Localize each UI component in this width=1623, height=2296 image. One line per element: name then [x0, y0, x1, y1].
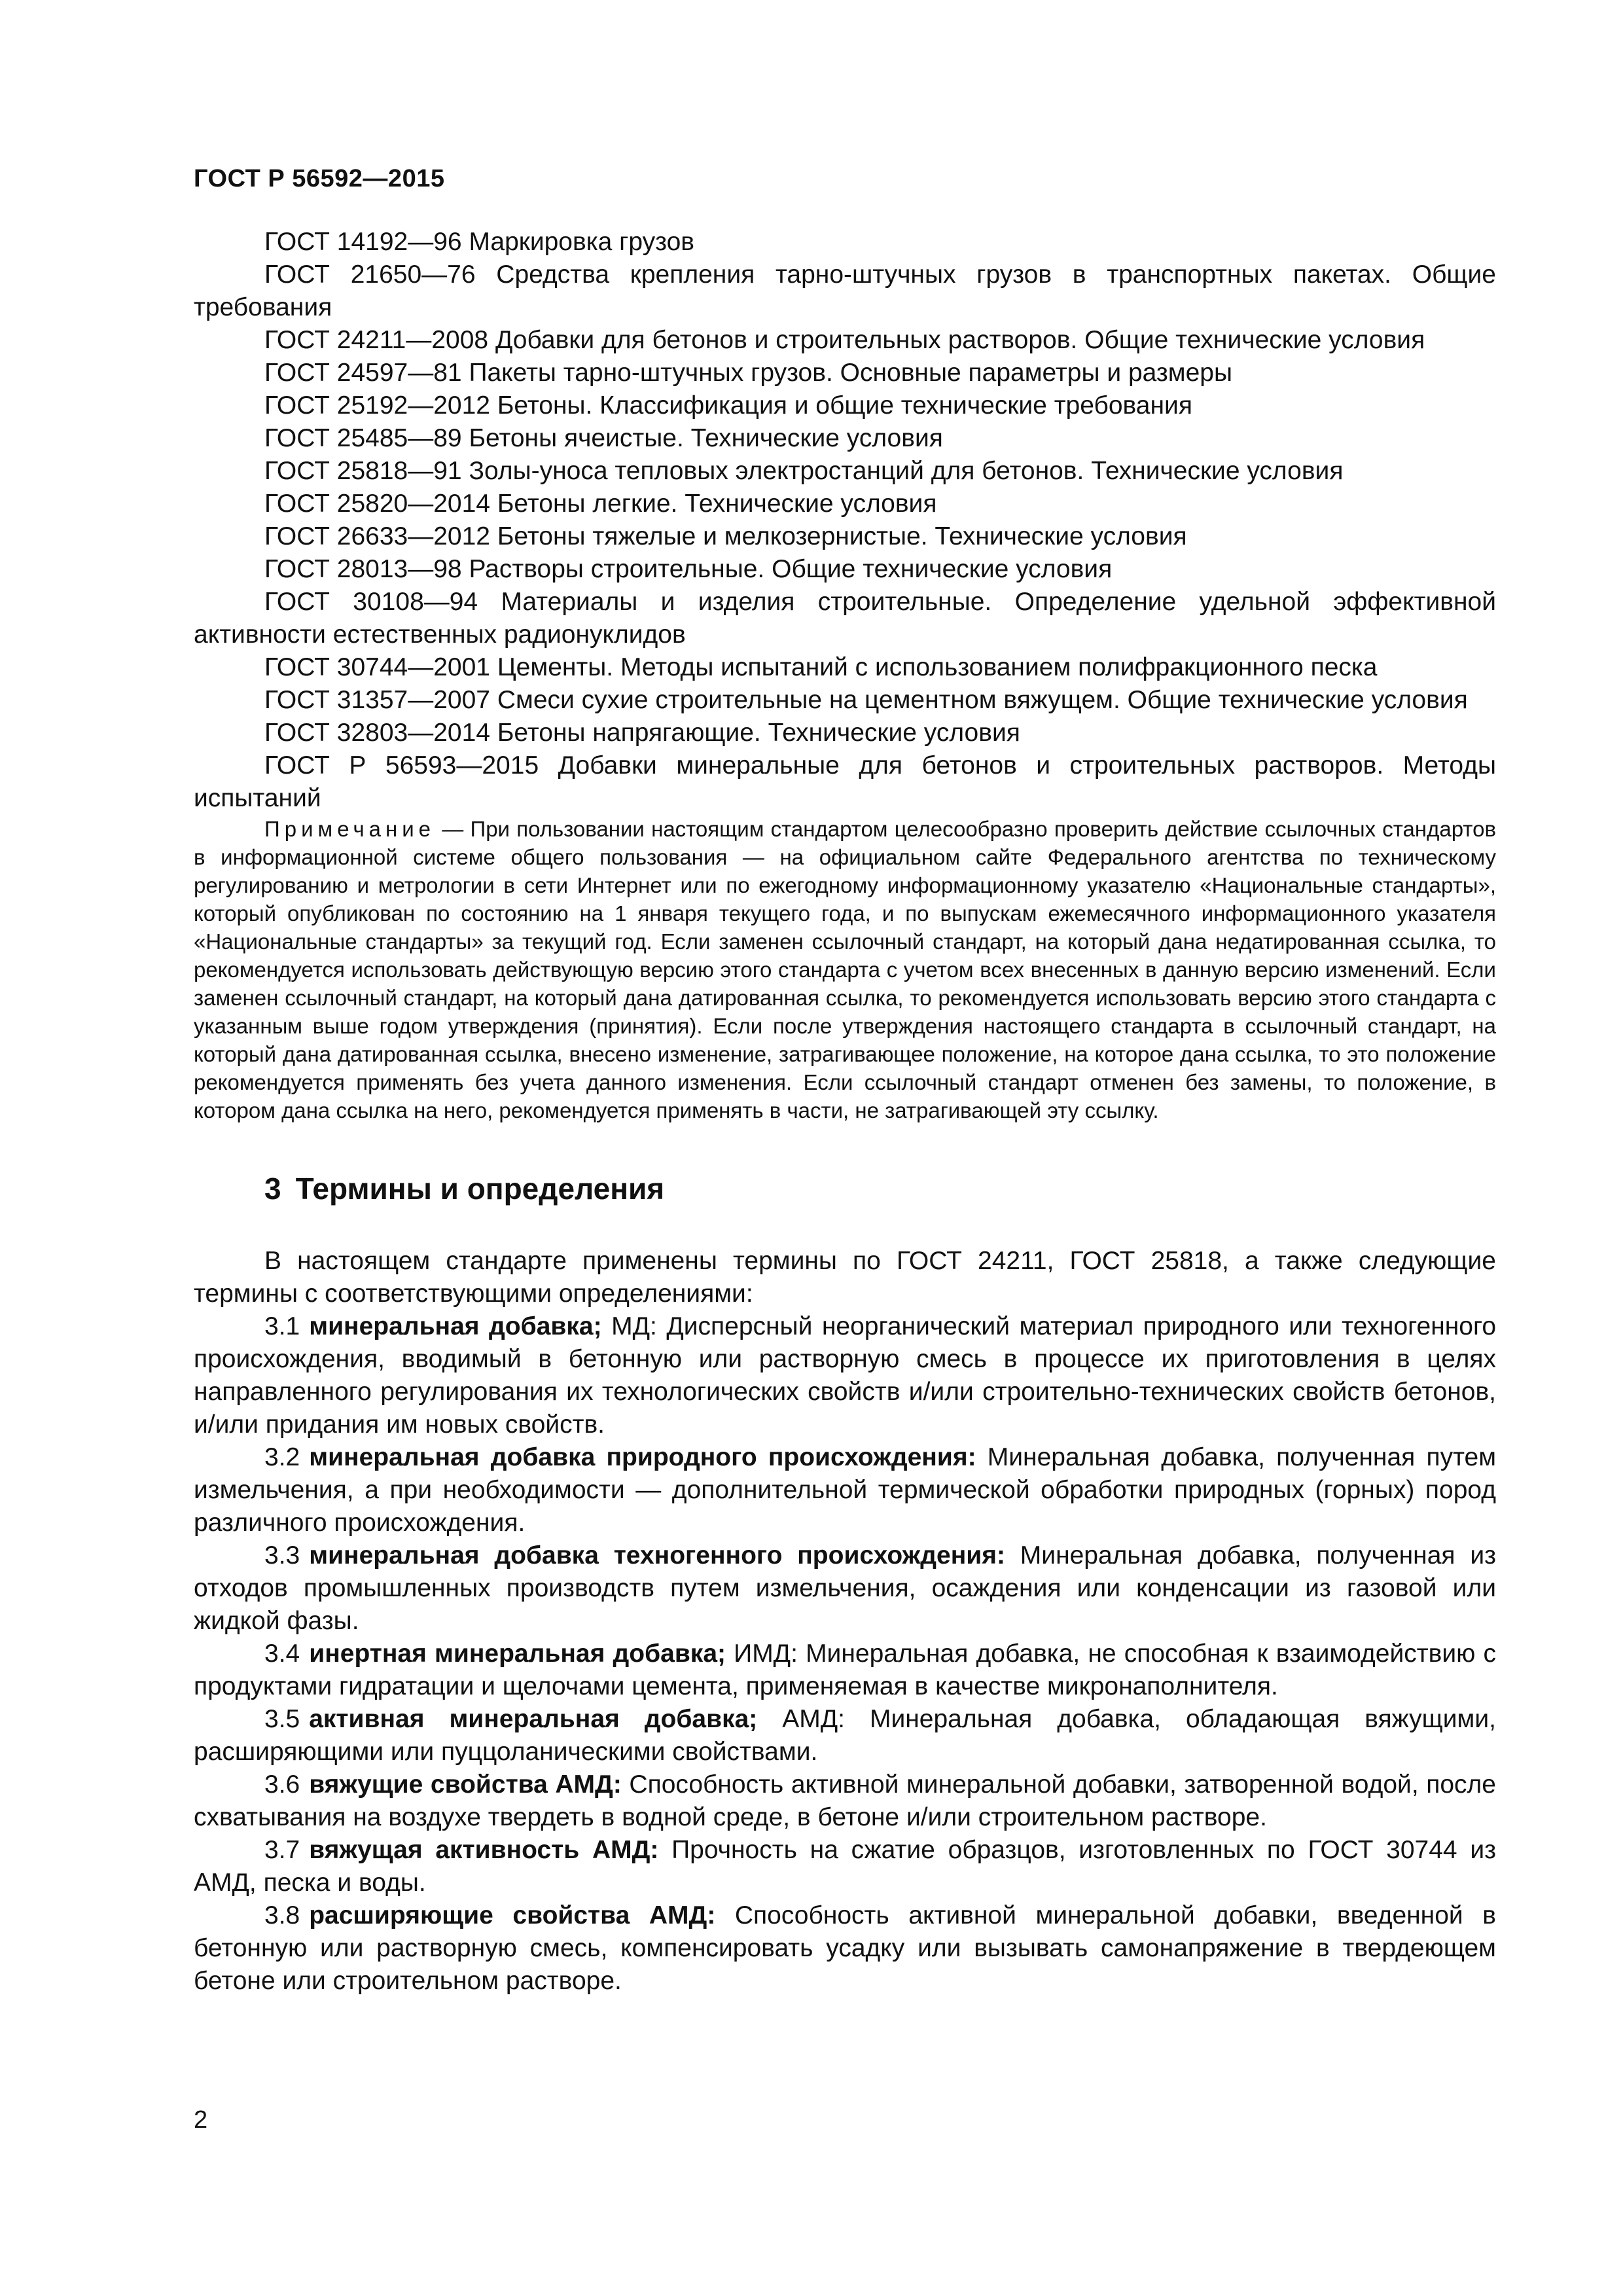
reference-item: ГОСТ 24597—81 Пакеты тарно-штучных грузов. Основные параметры и размеры [264, 359, 1232, 387]
term-text: МД: Дисперсный неорганический материал природного или техногенного происхождения, вводимый в бетонную или растворную смесь в процессе их приготовления в целях направленного регулирования их технологических свойств и/или строительно-технических свойств бетонов, и/или придания им новых свойств. [194, 1312, 1497, 1439]
section-title: Термины и определения [295, 1172, 665, 1206]
term-number: 3.1 [264, 1312, 300, 1340]
note-text: — При пользовании настоящим стандартом целесообразно проверить действие ссылочных стандартов в информационной системе общего пользования — на официальном сайте Федерального агентства по техническому регулированию и метрологии в сети Интернет или по ежегодному информационному указателю «Национальные стандарты», который опубликован по состоянию на 1 января текущего года, и по выпускам ежемесячного информационного указателя «Национальные стандарты» за текущий год. Если заменен ссылочный стандарт, на который дана недатированная ссылка, то рекомендуется использовать действующую версию этого стандарта с учетом всех внесенных в данную версию изменений. Если заменен ссылочный стандарт, на который дана датированная ссылка, то рекомендуется использовать версию этого стандарта с указанным выше годом утверждения (принятия). Если после утверждения настоящего стандарта в ссылочный стандарт, на который дана датированная ссылка, внесено изменение, затрагивающее положение, на которое дана ссылка, то это положение рекомендуется применять без учета данного изменения. Если ссылочный стандарт отменен без замены, то положение, в котором дана ссылка на него, рекомендуется применять в части, не затрагивающей эту ссылку. [194, 817, 1496, 1122]
term-name: вяжущая активность АМД: [309, 1836, 659, 1864]
reference-item: ГОСТ 24211—2008 Добавки для бетонов и строительных растворов. Общие технические условия [264, 326, 1425, 354]
term-number: 3.7 [264, 1836, 300, 1864]
term-definition [194, 1441, 1496, 1539]
term-number: 3.5 [264, 1705, 300, 1733]
term-name: вяжущие свойства АМД: [309, 1770, 622, 1799]
term-text: Способность активной минеральной добавки, введенной в бетонную или растворную смесь, компенсировать усадку или вызывать самонапряжение в твердеющем бетоне или строительном растворе. [194, 1901, 1496, 1995]
term-number: 3.6 [264, 1770, 300, 1799]
reference-item: ГОСТ 25820—2014 Бетоны легкие. Технические условия [264, 490, 937, 518]
reference-item: ГОСТ 25818—91 Золы-уноса тепловых электростанций для бетонов. Технические условия [264, 457, 1344, 485]
term-text: Минеральная добавка, полученная путем измельчения, а при необходимости — дополнительной термической обработки природных (горных) пород различного происхождения. [194, 1443, 1497, 1537]
section-3-heading [194, 1170, 1496, 1207]
term-text: Прочность на сжатие образцов, изготовленных по ГОСТ 30744 из АМД, песка и воды. [194, 1836, 1496, 1897]
term-name: минеральная добавка природного происхождения: [309, 1443, 976, 1471]
reference-item: ГОСТ 30744—2001 Цементы. Методы испытаний с использованием полифракционного песка [264, 653, 1378, 681]
reference-item: ГОСТ 30108—94 Материалы и изделия строительные. Определение удельной эффективной активности естественных радионуклидов [194, 588, 1496, 649]
term-name: минеральная добавка; [309, 1312, 602, 1340]
term-name: минеральная добавка техногенного происхождения: [309, 1541, 1005, 1570]
page-content [194, 226, 1496, 1998]
reference-item: ГОСТ 32803—2014 Бетоны напрягающие. Технические условия [264, 719, 1020, 747]
reference-item: ГОСТ 25485—89 Бетоны ячеистые. Технические условия [264, 424, 943, 452]
note-label: Примечание [264, 817, 436, 841]
normative-references-list [194, 226, 1496, 815]
references-note [194, 815, 1496, 1124]
term-number: 3.2 [264, 1443, 300, 1471]
term-text: Способность активной минеральной добавки, затворенной водой, после схватывания на воздухе твердеть в водной среде, в бетоне и/или строительном растворе. [194, 1770, 1496, 1831]
reference-item: ГОСТ 31357—2007 Смеси сухие строительные на цементном вяжущем. Общие технические условия [264, 686, 1468, 714]
term-number: 3.4 [264, 1640, 300, 1668]
section-number: 3 [264, 1172, 281, 1206]
term-name: расширяющие свойства АМД: [309, 1901, 716, 1929]
reference-item: ГОСТ 14192—96 Маркировка грузов [264, 228, 694, 256]
term-number: 3.3 [264, 1541, 300, 1570]
section-intro: В настоящем стандарте применены термины по ГОСТ 24211, ГОСТ 25818, а также следующие термины с соответствующими определениями: [194, 1247, 1496, 1308]
term-number: 3.8 [264, 1901, 300, 1929]
term-name: инертная минеральная добавка; [309, 1640, 726, 1668]
term-text: АМД: Минеральная добавка, обладающая вяжущими, расширяющими или пуццоланическими свойствами. [194, 1705, 1496, 1766]
term-text: Минеральная добавка, полученная из отходов промышленных производств путем измельчения, осаждения или конденсации из газовой или жидкой фазы. [194, 1541, 1496, 1635]
term-definition [194, 1638, 1496, 1703]
term-definition [194, 1310, 1496, 1441]
page-number: 2 [194, 2106, 208, 2134]
reference-item: ГОСТ Р 56593—2015 Добавки минеральные для бетонов и строительных растворов. Методы испытаний [194, 751, 1496, 812]
reference-item: ГОСТ 26633—2012 Бетоны тяжелые и мелкозернистые. Технические условия [264, 522, 1187, 550]
reference-item: ГОСТ 28013—98 Растворы строительные. Общие технические условия [264, 555, 1113, 583]
reference-item: ГОСТ 21650—76 Средства крепления тарно-штучных грузов в транспортных пакетах. Общие требования [194, 260, 1496, 321]
term-definition [194, 1834, 1496, 1899]
term-text: ИМД: Минеральная добавка, не способная к взаимодействию с продуктами гидратации и щелочами цемента, применяемая в качестве микронаполнителя. [194, 1640, 1496, 1700]
term-definition [194, 1539, 1496, 1638]
term-definition [194, 1703, 1496, 1768]
reference-item: ГОСТ 25192—2012 Бетоны. Классификация и общие технические требования [264, 391, 1192, 420]
document-code-header: ГОСТ Р 56592—2015 [194, 165, 445, 192]
term-definition [194, 1768, 1496, 1834]
term-definition [194, 1899, 1496, 1998]
term-name: активная минеральная добавка; [309, 1705, 758, 1733]
